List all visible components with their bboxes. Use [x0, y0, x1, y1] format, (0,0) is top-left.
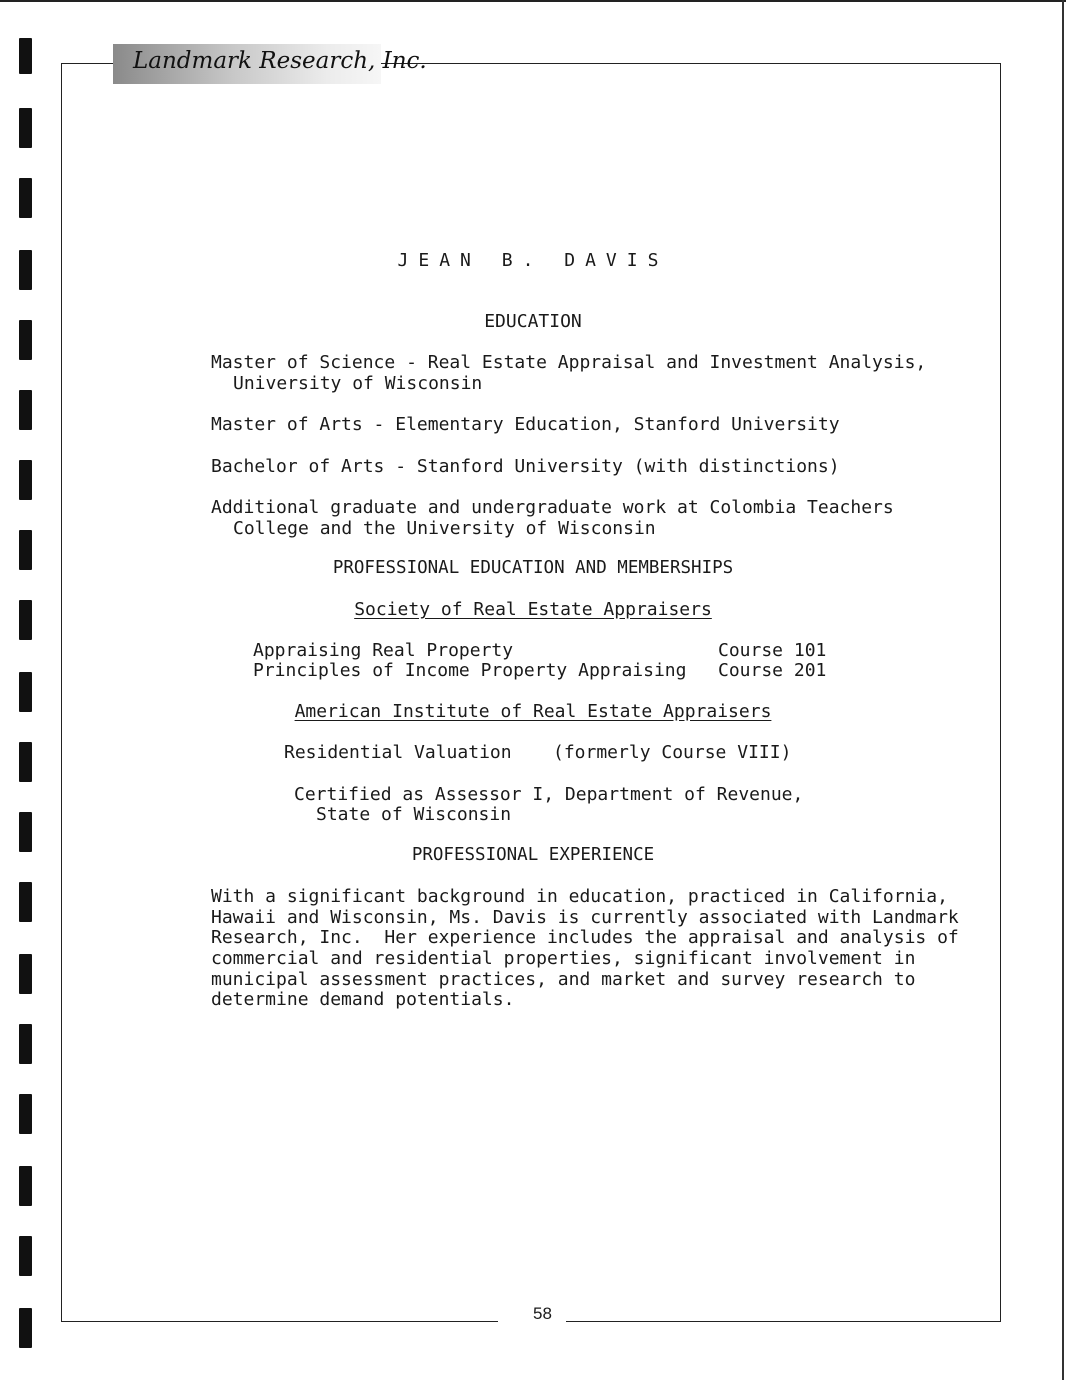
person-name: JEAN B. DAVIS: [397, 250, 669, 271]
binding-hole: [19, 178, 32, 218]
course-note: (formerly Course VIII): [553, 742, 792, 763]
binding-hole: [19, 108, 32, 148]
education-entry-line: Bachelor of Arts - Stanford University (with distinctions): [211, 456, 840, 477]
binding-hole: [19, 390, 32, 430]
experience-line: commercial and residential properties, significant involvement in: [211, 948, 916, 969]
binding-hole: [19, 954, 32, 994]
certification-line: Certified as Assessor I, Department of Revenue,: [294, 784, 804, 805]
page-top-edge: [0, 0, 1066, 2]
page-number-gap: [498, 1300, 566, 1330]
course-number: Course 101: [718, 640, 827, 661]
society-name: Society of Real Estate Appraisers: [354, 599, 712, 620]
experience-line: Research, Inc. Her experience includes the appraisal and analysis of: [211, 927, 959, 948]
experience-line: determine demand potentials.: [211, 989, 515, 1010]
binding-hole: [19, 460, 32, 500]
education-entry-line: Master of Science - Real Estate Appraisal and Investment Analysis,: [211, 352, 927, 373]
certification-line: State of Wisconsin: [316, 804, 512, 825]
page-number: 58: [533, 1304, 552, 1323]
binding-hole: [19, 882, 32, 922]
experience-heading: PROFESSIONAL EXPERIENCE: [411, 845, 655, 865]
binding-hole: [19, 1236, 32, 1276]
page-right-edge: [1062, 0, 1064, 1380]
education-entry-line: University of Wisconsin: [233, 373, 483, 394]
experience-line: municipal assessment practices, and market and survey research to: [211, 969, 916, 990]
course-title: Principles of Income Property Appraising: [253, 660, 687, 681]
experience-line: Hawaii and Wisconsin, Ms. Davis is currently associated with Landmark: [211, 907, 959, 928]
course-title: Residential Valuation: [284, 742, 512, 763]
binding-hole: [19, 742, 32, 782]
course-title: Appraising Real Property: [253, 640, 514, 661]
education-heading: EDUCATION: [484, 311, 582, 332]
experience-line: With a significant background in education, practiced in California,: [211, 886, 948, 907]
company-logo: Landmark Research, Inc.: [133, 48, 427, 74]
binding-hole: [19, 1166, 32, 1206]
institute-name: American Institute of Real Estate Appraisers: [294, 701, 772, 722]
education-entry-line: Additional graduate and undergraduate work at Colombia Teachers: [211, 497, 894, 518]
binding-hole: [19, 1308, 32, 1348]
binding-hole: [19, 38, 32, 74]
binding-hole: [19, 1024, 32, 1064]
course-number: Course 201: [718, 660, 827, 681]
education-entry-line: Master of Arts - Elementary Education, Stanford University: [211, 414, 840, 435]
professional-education-heading: PROFESSIONAL EDUCATION AND MEMBERSHIPS: [332, 558, 734, 578]
binding-hole: [19, 1094, 32, 1134]
education-entry-line: College and the University of Wisconsin: [233, 518, 656, 539]
